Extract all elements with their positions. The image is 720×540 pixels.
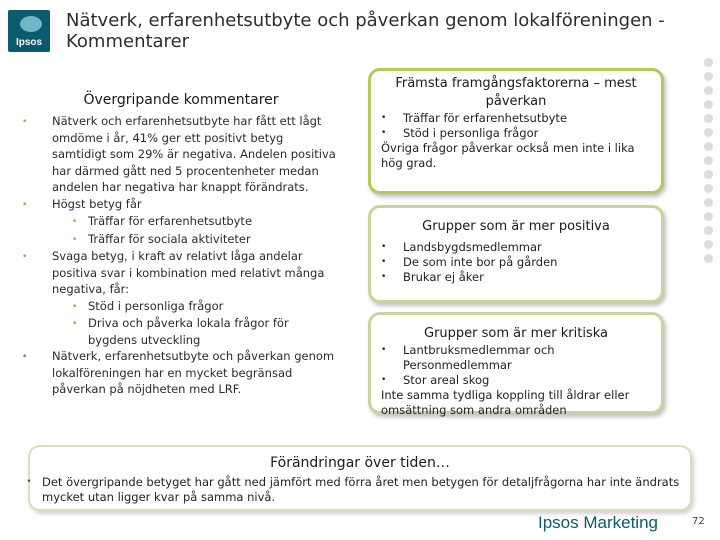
changes-over-time-heading: Förändringar över tiden… [270, 455, 450, 471]
decorative-dots [698, 58, 720, 268]
list-item: • Träffar för erfarenhetsutbyte [381, 111, 568, 125]
list-item: • Lantbruksmedlemmar och Personmedlemmar [381, 343, 555, 372]
list-item: • Nätverk, erfarenhetsutbyte och påverkan genom lokalföreningen har en mycket begränsad påverkan på nöjdheten med LRF. [22, 349, 335, 396]
list-subitem: • Driva och påverka lokala frågor för bygdens utveckling [72, 316, 289, 347]
page-title: Nätverk, erfarenhetsutbyte och påverkan genom lokalföreningen - Kommentarer [66, 10, 665, 52]
list-item: • Det övergripande betyget har gått ned jämfört med förra året men betygen för detaljfrågorna har inte ändrats mycket utan ligger kvar på samma nivå. [26, 475, 680, 504]
changes-over-time-box [28, 445, 692, 511]
list-item: • Stor areal skog [381, 373, 490, 387]
page-number: 72 [692, 516, 705, 527]
success-factors-note: Övriga frågor påverkar också men inte i lika hög grad. [381, 141, 635, 170]
overall-comments-list [22, 113, 340, 398]
overall-comments [22, 92, 340, 398]
list-item: • Högst betyg får [22, 196, 142, 211]
ipsos-logo [8, 10, 50, 52]
overall-comments-heading: Övergripande kommentarer [83, 92, 279, 108]
list-subitem: • Träffar för sociala aktiviteter [72, 231, 251, 246]
list-subitem: • Träffar för erfarenhetsutbyte [72, 214, 253, 228]
list-item: • Svaga betyg, i kraft av relativt låga andelar positiva svar i kombination med relativt många negativa, får: [22, 249, 325, 296]
critical-groups-note: Inte samma tydliga koppling till åldrar eller omsättning som andra områden [381, 388, 630, 417]
critical-groups-heading: Grupper som är mer kritiska [424, 326, 608, 341]
list-item: • Nätverk och erfarenhetsutbyte har fått ett lågt omdöme i år, 41% ger ett positivt betyg samtidigt som 29% är negativa. Andelen positiva har därmed gått ned 5 procentenheter medan andelen har negativa har knappt förändrats. [22, 114, 336, 194]
positive-groups-heading: Grupper som är mer positiva [422, 219, 610, 234]
critical-groups-box [368, 312, 664, 417]
logo-text: Ipsos [15, 37, 43, 48]
success-factors-heading: Främsta framgångsfaktorerna – mest påverkan [395, 76, 637, 109]
list-item: • De som inte bor på gården [381, 255, 558, 269]
positive-groups-box [368, 205, 664, 303]
list-subitem: • Stöd i personliga frågor [72, 298, 224, 313]
success-factors-box [368, 68, 664, 194]
list-item: • Brukar ej åker [381, 270, 484, 284]
list-item: • Landsbygdsmedlemmar [381, 240, 542, 254]
brand-footer: Ipsos Marketing [538, 513, 658, 532]
logo-mark-icon [20, 16, 42, 32]
list-item: • Stöd i personliga frågor [381, 126, 539, 140]
